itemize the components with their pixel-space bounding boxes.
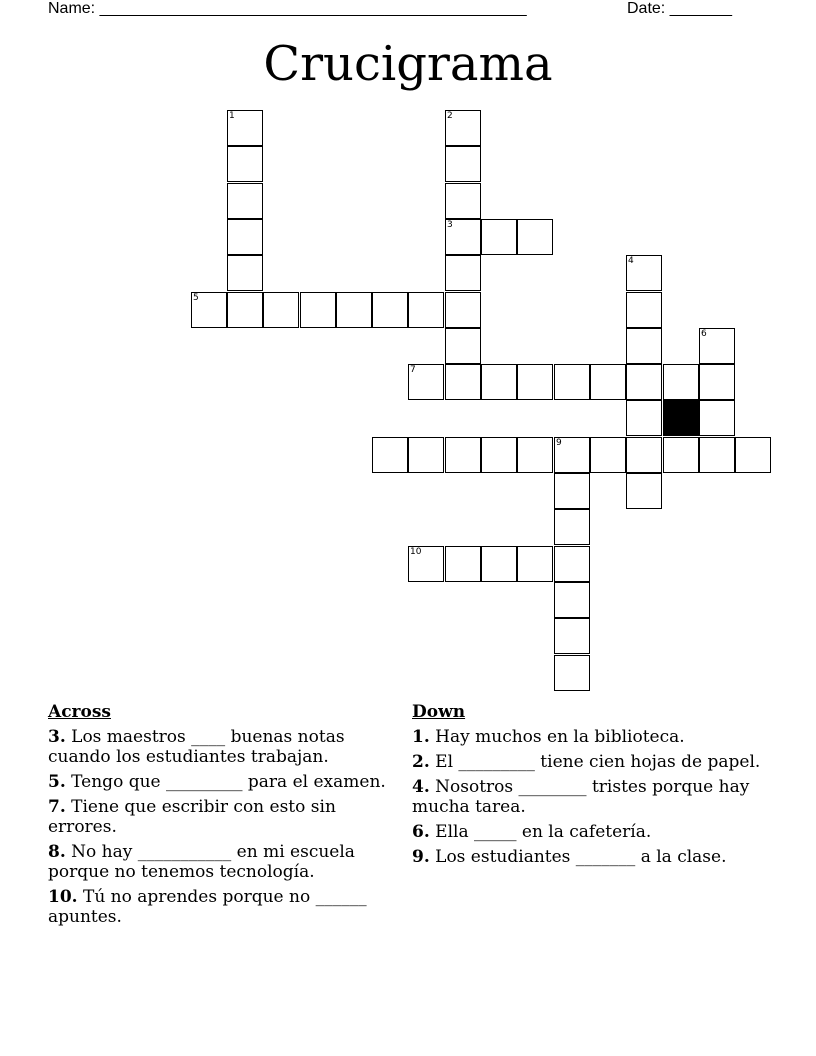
clue-number-label: 4 [628,256,634,266]
clue-number-label: 7 [410,365,416,375]
crossword-cell[interactable] [227,146,263,182]
clue-down-2 [412,752,762,772]
crossword-cell[interactable] [445,255,481,291]
crossword-cell[interactable] [699,437,735,473]
crossword-cell[interactable] [517,546,553,582]
clue-across-10 [48,887,406,927]
crossword-cell[interactable] [554,364,590,400]
crossword-cell[interactable] [481,219,517,255]
crossword-cell[interactable] [626,473,662,509]
crossword-cell[interactable] [445,146,481,182]
crossword-cell[interactable] [445,219,481,255]
clue-number: 4. [412,777,430,797]
crossword-block [663,400,699,436]
clue-text: Tiene que escribir con esto sin errores. [48,797,336,837]
crossword-cell[interactable] [227,183,263,219]
down-clues [412,702,762,872]
name-field-label: Name: ________________________________________________ [48,0,527,17]
clue-number: 10. [48,887,78,907]
crossword-cell[interactable] [663,437,699,473]
crossword-cell[interactable] [408,546,444,582]
down-heading: Down [412,702,466,722]
crossword-cell[interactable] [227,219,263,255]
clue-number-label: 2 [447,111,453,121]
crossword-cell[interactable] [445,546,481,582]
clue-number-label: 5 [193,293,199,303]
crossword-cell[interactable] [445,328,481,364]
clue-text: Los maestros ____ buenas notas cuando los estudiantes trabajan. [48,727,345,767]
crossword-cell[interactable] [626,292,662,328]
crossword-cell[interactable] [408,364,444,400]
crossword-cell[interactable] [263,292,299,328]
clue-text: Hay muchos en la biblioteca. [429,727,685,747]
crossword-cell[interactable] [554,582,590,618]
crossword-cell[interactable] [735,437,771,473]
clue-down-1 [412,727,762,747]
clue-text: No hay ___________ en mi escuela porque no tenemos tecnología. [48,842,355,882]
crossword-cell[interactable] [626,255,662,291]
crossword-cell[interactable] [626,400,662,436]
clue-number: 5. [48,772,66,792]
clue-across-5 [48,772,406,792]
across-heading: Across [48,702,111,722]
crossword-cell[interactable] [554,437,590,473]
crossword-cell[interactable] [699,328,735,364]
crossword-cell[interactable] [663,364,699,400]
crossword-cell[interactable] [227,110,263,146]
crossword-cell[interactable] [481,546,517,582]
crossword-cell[interactable] [626,364,662,400]
crossword-cell[interactable] [699,400,735,436]
clue-number-label: 9 [556,438,562,448]
clue-text: Nosotros ________ tristes porque hay mucha tarea. [412,777,750,817]
clue-number: 9. [412,847,430,867]
clue-across-8 [48,842,406,882]
clue-number: 8. [48,842,66,862]
crossword-cell[interactable] [554,473,590,509]
clue-number-label: 6 [701,329,707,339]
crossword-cell[interactable] [300,292,336,328]
clue-down-6 [412,822,762,842]
crossword-cell[interactable] [481,437,517,473]
crossword-cell[interactable] [445,437,481,473]
clue-number: 7. [48,797,66,817]
crossword-cell[interactable] [227,255,263,291]
crossword-cell[interactable] [408,292,444,328]
crossword-cell[interactable] [481,364,517,400]
clue-text: Tengo que _________ para el examen. [65,772,386,792]
clue-text: Los estudiantes _______ a la clase. [429,847,727,867]
clue-number: 6. [412,822,430,842]
crossword-cell[interactable] [445,110,481,146]
crossword-cell[interactable] [517,364,553,400]
clue-across-7 [48,797,406,837]
page-title: Crucigrama [263,36,553,92]
clue-text: Tú no aprendes porque no ______ apuntes. [48,887,367,927]
clue-number: 3. [48,727,66,747]
clue-down-9 [412,847,762,867]
crossword-cell[interactable] [336,292,372,328]
crossword-cell[interactable] [626,437,662,473]
crossword-cell[interactable] [408,437,444,473]
date-field-label: Date: _______ [627,0,732,17]
clue-number-label: 3 [447,220,453,230]
crossword-cell[interactable] [191,292,227,328]
clue-text: El _________ tiene cien hojas de papel. [429,752,761,772]
crossword-cell[interactable] [372,292,408,328]
across-clues [48,702,406,932]
clue-text: Ella _____ en la cafetería. [429,822,652,842]
crossword-cell[interactable] [445,183,481,219]
crossword-cell[interactable] [445,292,481,328]
clue-number-label: 10 [410,547,422,557]
crossword-cell[interactable] [590,364,626,400]
crossword-cell[interactable] [445,364,481,400]
clue-down-4 [412,777,762,817]
clue-across-3 [48,727,406,767]
crossword-cell[interactable] [517,219,553,255]
crossword-cell[interactable] [554,655,590,691]
crossword-cell[interactable] [626,328,662,364]
crossword-cell[interactable] [227,292,263,328]
clue-number-label: 1 [229,111,235,121]
crossword-cell[interactable] [699,364,735,400]
crossword-cell[interactable] [554,509,590,545]
clue-number: 2. [412,752,430,772]
crossword-cell[interactable] [372,437,408,473]
crossword-cell[interactable] [554,618,590,654]
crossword-cell[interactable] [554,546,590,582]
clue-number: 1. [412,727,430,747]
crossword-cell[interactable] [517,437,553,473]
crossword-cell[interactable] [590,437,626,473]
